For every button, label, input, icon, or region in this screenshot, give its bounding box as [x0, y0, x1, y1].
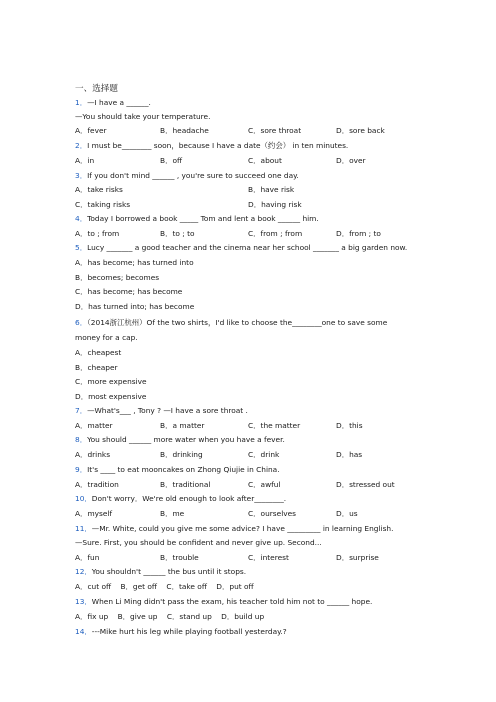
- option-c: C．has become; has become: [75, 287, 183, 296]
- question-2: [75, 141, 348, 151]
- option-d: D．over: [336, 156, 366, 165]
- question-7: [75, 406, 248, 416]
- question-1: [75, 98, 151, 108]
- question-text: Lucy _______ a good teacher and the cinema near her school _______ a big garden now.: [87, 243, 408, 252]
- option-c: C．the matter: [248, 421, 301, 430]
- question-text: —I have a ______.: [87, 98, 151, 107]
- question-number: 4．: [75, 214, 88, 223]
- option-b: B．trouble: [160, 553, 199, 562]
- question-number: 5．: [75, 243, 88, 252]
- question-text: You should ______ more water when you have a fever.: [87, 435, 285, 444]
- question-text: Don't worry．We're old enough to look after________.: [91, 494, 287, 503]
- option-d: D．stressed out: [336, 480, 395, 489]
- option-b: B．headache: [160, 126, 209, 135]
- question-11-line2: —Sure. First, you should be confident and never give up. Second...: [75, 538, 322, 547]
- question-14: [75, 627, 287, 637]
- question-3: [75, 171, 299, 181]
- option-c: C．awful: [248, 480, 281, 489]
- question-text: ---Mike hurt his leg while playing football yesterday.?: [91, 627, 287, 636]
- option-d: D．having risk: [248, 200, 302, 209]
- option-c: C．about: [248, 156, 282, 165]
- option-b: B．becomes; becomes: [75, 273, 160, 282]
- question-text: Today I borrowed a book _____ Tom and lent a book ______ him.: [87, 214, 319, 223]
- option-a: A．tradition: [75, 480, 119, 489]
- option-c: C．drink: [248, 450, 280, 459]
- question-number: 1．: [75, 98, 88, 107]
- question-number: 7．: [75, 406, 88, 415]
- option-c: C．more expensive: [75, 377, 147, 386]
- options-line: A．cut off B．get off C．take off D．put off: [75, 582, 254, 591]
- section-title: 一、选择题: [75, 84, 118, 94]
- question-text: You shouldn't ______ the bus until it stops.: [91, 567, 247, 576]
- option-a: A．to ; from: [75, 229, 120, 238]
- option-c: C．taking risks: [75, 200, 131, 209]
- option-a: A．fever: [75, 126, 107, 135]
- option-d: D．surprise: [336, 553, 379, 562]
- question-8: [75, 435, 285, 445]
- option-b: B．off: [160, 156, 183, 165]
- question-text: （2014浙江杭州）Of the two shirts，I'd like to choose the________one to save some: [87, 318, 388, 327]
- option-a: A．take risks: [75, 185, 123, 194]
- question-number: 10．: [75, 494, 92, 503]
- option-b: B．traditional: [160, 480, 211, 489]
- option-b: B．have risk: [248, 185, 295, 194]
- question-number: 2．: [75, 141, 88, 150]
- options-line: A．fix up B．give up C．stand up D．build up: [75, 612, 265, 621]
- question-12: [75, 567, 246, 577]
- option-b: B．a matter: [160, 421, 205, 430]
- option-c: C．interest: [248, 553, 289, 562]
- option-d: D．from ; to: [336, 229, 381, 238]
- question-1-line2: —You should take your temperature.: [75, 112, 211, 121]
- option-d: D．most expensive: [75, 392, 147, 401]
- question-text: It's ____ to eat mooncakes on Zhong Qiujie in China.: [87, 465, 280, 474]
- question-6: [75, 318, 387, 328]
- option-d: D．has turned into; has become: [75, 302, 195, 311]
- option-d: D．has: [336, 450, 363, 459]
- question-text: I must be________ soon，because I have a date（约会） in ten minutes.: [87, 141, 349, 150]
- option-a: A．drinks: [75, 450, 111, 459]
- option-b: B．to ; to: [160, 229, 195, 238]
- option-a: A．in: [75, 156, 95, 165]
- question-6-line2: money for a cap.: [75, 333, 138, 342]
- question-number: 13．: [75, 597, 92, 606]
- question-text: —What's___ , Tony ? —I have a sore throat .: [87, 406, 248, 415]
- option-c: C．from ; from: [248, 229, 303, 238]
- question-10: [75, 494, 286, 504]
- question-number: 11．: [75, 524, 92, 533]
- question-text: When Li Ming didn't pass the exam, his teacher told him not to ______ hope.: [91, 597, 373, 606]
- question-5: [75, 243, 407, 253]
- question-number: 12．: [75, 567, 92, 576]
- option-b: B．cheaper: [75, 363, 118, 372]
- option-a: A．matter: [75, 421, 113, 430]
- question-number: 3．: [75, 171, 88, 180]
- option-a: A．has become; has turned into: [75, 258, 194, 267]
- question-9: [75, 465, 280, 475]
- question-11: [75, 524, 393, 534]
- question-4: [75, 214, 319, 224]
- question-number: 14．: [75, 627, 92, 636]
- question-number: 8．: [75, 435, 88, 444]
- option-a: A．fun: [75, 553, 100, 562]
- option-c: C．ourselves: [248, 509, 297, 518]
- option-d: D．this: [336, 421, 363, 430]
- option-b: B．me: [160, 509, 185, 518]
- option-a: A．cheapest: [75, 348, 122, 357]
- question-number: 6．: [75, 318, 88, 327]
- option-d: D．us: [336, 509, 358, 518]
- question-number: 9．: [75, 465, 88, 474]
- option-a: A．myself: [75, 509, 113, 518]
- question-text: —Mr. White, could you give me some advice? I have _________ in learning English.: [91, 524, 394, 533]
- option-c: C．sore throat: [248, 126, 302, 135]
- question-text: If you don't mind ______ , you're sure to succeed one day.: [87, 171, 299, 180]
- question-13: [75, 597, 372, 607]
- option-d: D．sore back: [336, 126, 385, 135]
- option-b: B．drinking: [160, 450, 203, 459]
